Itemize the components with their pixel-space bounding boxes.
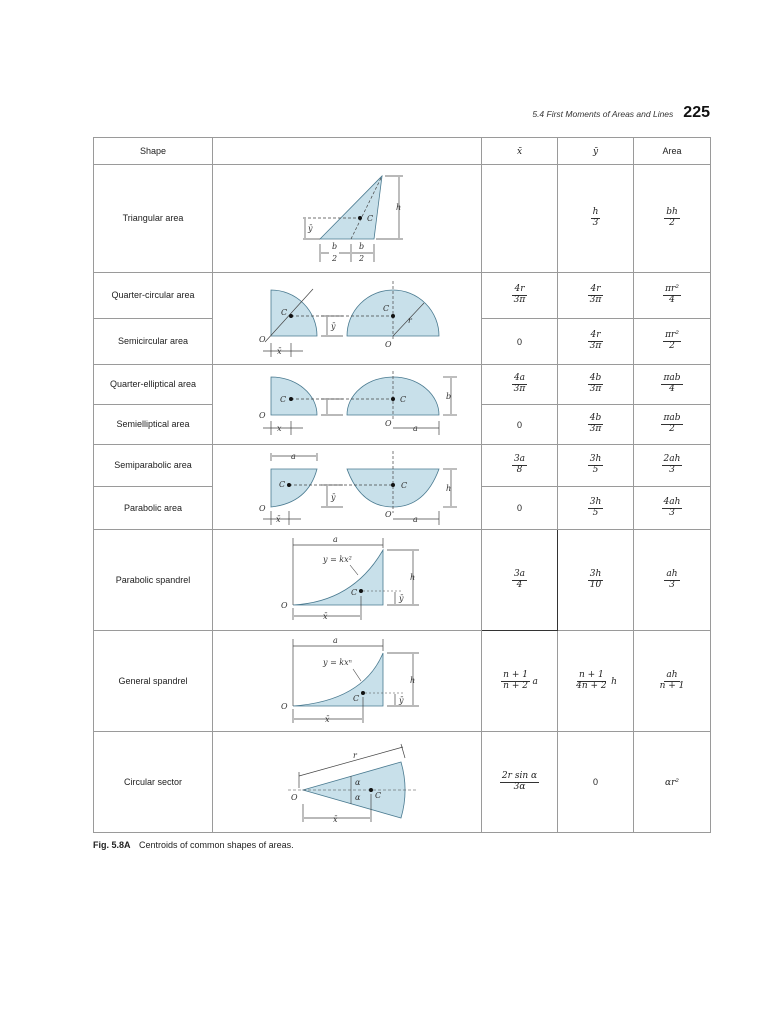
parabolic-spandrel-label-c: C (351, 588, 358, 597)
quarter-ellipse-label-c: C (280, 395, 287, 404)
figure-general-spandrel (213, 631, 482, 732)
parabola-area: $\frac{4ah}{3}$ (634, 487, 711, 530)
triangle-label-two2: 2 (359, 254, 365, 263)
page-number: 225 (683, 104, 710, 121)
quarter-circle-area: $\frac{\text{πr²}}{4}$ (634, 273, 711, 319)
general-spandrel-xbar: $\frac{n + 1}{n + 2}$ a (482, 631, 558, 732)
table-row (94, 631, 711, 732)
general-spandrel-label-c: C (353, 694, 360, 703)
parabolic-spandrel-diagram (213, 530, 482, 631)
sector-label-o: O (291, 793, 298, 802)
sector-area: αr² (634, 732, 711, 833)
semiparabola-area: $\frac{2ah}{3}$ (634, 445, 711, 487)
circle-label-ybar: ȳ (331, 322, 336, 331)
semicircle-label-c: C (383, 304, 390, 313)
parabolic-spandrel-area: $\frac{ah}{3}$ (634, 530, 711, 631)
row-name: Quarter-elliptical area (94, 365, 213, 405)
quarter-circle-label-c: C (281, 308, 288, 317)
triangle-area: $\frac{bh}{2}$ (634, 165, 711, 273)
semicircle-xbar: 0 (482, 319, 558, 365)
general-spandrel-label-eq: y = kxⁿ (323, 658, 352, 667)
general-spandrel-label-h: h (410, 676, 416, 685)
parabolas-diagram (213, 445, 482, 531)
row-name: Semielliptical area (94, 405, 213, 445)
row-name: Triangular area (94, 165, 213, 273)
general-spandrel-area: $\frac{ah}{n + 1}$ (634, 631, 711, 732)
semiparabola-label-o: O (259, 504, 266, 513)
quarter-circle-label-o: O (259, 335, 266, 344)
triangle-label-b2: b (359, 242, 365, 251)
table-row (94, 273, 711, 319)
circle-label-xbar: x̄ (277, 347, 282, 356)
header-area: Area (634, 138, 711, 165)
triangle-ybar: $\frac{h}{3}$ (558, 165, 634, 273)
semiparabola-label-c: C (279, 480, 286, 489)
semiellipse-label-c: C (400, 395, 407, 404)
parabolic-spandrel-label-eq: y = kx² (323, 555, 352, 564)
triangle-label-b1: b (332, 242, 338, 251)
parabolic-spandrel-label-xbar: x̄ (323, 612, 328, 621)
triangle-xbar (482, 165, 558, 273)
quarter-ellipse-label-o: O (259, 411, 266, 420)
figure-parabolic-spandrel (213, 530, 482, 631)
semiellipse-label-b: b (446, 392, 452, 401)
parabolic-spandrel-label-o: O (281, 601, 288, 610)
row-name: Quarter-circular area (94, 273, 213, 319)
triangle-label-c: C (367, 214, 374, 223)
sector-label-r: r (353, 751, 357, 760)
caption-text: Centroids of common shapes of areas. (139, 840, 294, 850)
parabolic-spandrel-label-ybar: ȳ (399, 594, 404, 603)
general-spandrel-ybar: $\frac{n + 1}{4n + 2}$ h (558, 631, 634, 732)
sector-label-alpha1: α (355, 778, 361, 787)
parabolic-spandrel-ybar: $\frac{3h}{10}$ (558, 530, 634, 631)
sector-ybar: 0 (558, 732, 634, 833)
row-name: Parabolic spandrel (94, 530, 213, 631)
header-xbar: x̄ (482, 138, 558, 165)
quarter-ellipse-area: $\frac{\text{πab}}{4}$ (634, 365, 711, 405)
row-name: General spandrel (94, 631, 213, 732)
quarter-ellipse-ybar: $\frac{4b}{3\pi}$ (558, 365, 634, 405)
quarter-circle-xbar: $\frac{4r}{3\pi}$ (482, 273, 558, 319)
quarter-ellipse-xbar: $\frac{4a}{3\pi}$ (482, 365, 558, 405)
section-title: 5.4 First Moments of Areas and Lines (532, 109, 674, 119)
table-row (94, 530, 711, 631)
general-spandrel-label-a: a (333, 636, 338, 645)
table-row (94, 732, 711, 833)
parabola-label-o: O (385, 510, 392, 519)
table-header-row (94, 138, 711, 165)
running-head (532, 104, 710, 122)
semicircle-area: $\frac{\text{πr²}}{2}$ (634, 319, 711, 365)
row-name: Circular sector (94, 732, 213, 833)
sector-xbar: $\frac{\text{2r sin α}}{3\alpha}$ (482, 732, 558, 833)
table-row (94, 165, 711, 273)
figure-circular-sector (213, 732, 482, 833)
parabolic-spandrel-xbar: $\frac{3a}{4}$ (482, 530, 558, 631)
parabolic-spandrel-label-a: a (333, 535, 338, 544)
header-figure (213, 138, 482, 165)
row-name: Semiparabolic area (94, 445, 213, 487)
triangle-diagram (213, 165, 482, 273)
circles-diagram (213, 273, 482, 365)
figure-parabolas (213, 445, 482, 530)
parabola-ybar: $\frac{3h}{5}$ (558, 487, 634, 530)
semiparabola-xbar: $\frac{3a}{8}$ (482, 445, 558, 487)
figure-triangle (213, 165, 482, 273)
general-spandrel-diagram (213, 631, 482, 732)
semiellipse-xbar: 0 (482, 405, 558, 445)
figure-ellipses (213, 365, 482, 445)
caption-label: Fig. 5.8A (93, 840, 131, 850)
row-name: Semicircular area (94, 319, 213, 365)
semicircle-ybar: $\frac{4r}{3\pi}$ (558, 319, 634, 365)
centroid-table (93, 137, 711, 833)
parabola-label-a: a (413, 515, 418, 524)
figure-caption (93, 840, 294, 850)
circular-sector-diagram (213, 732, 482, 833)
parabola-label-a-top: a (291, 452, 296, 461)
parabola-label-xbar: x̄ (276, 515, 281, 524)
semicircle-label-o: O (385, 340, 392, 349)
sector-label-xbar: x̄ (333, 815, 338, 824)
ellipses-diagram (213, 365, 482, 445)
semiellipse-label-a: a (413, 424, 418, 433)
parabola-label-ybar: ȳ (331, 493, 336, 502)
triangle-label-two1: 2 (332, 254, 338, 263)
figure-circles (213, 273, 482, 365)
semiellipse-label-o: O (385, 419, 392, 428)
triangle-label-h: h (396, 203, 402, 212)
semiellipse-area: $\frac{\text{πab}}{2}$ (634, 405, 711, 445)
general-spandrel-label-o: O (281, 702, 288, 711)
ellipse-label-x: x (277, 424, 282, 433)
table-row (94, 445, 711, 487)
quarter-circle-ybar: $\frac{4r}{3\pi}$ (558, 273, 634, 319)
semiparabola-ybar: $\frac{3h}{5}$ (558, 445, 634, 487)
semiellipse-ybar: $\frac{4b}{3\pi}$ (558, 405, 634, 445)
row-name: Parabolic area (94, 487, 213, 530)
header-shape: Shape (94, 138, 213, 165)
parabola-label-h: h (446, 484, 452, 493)
header-ybar: ȳ (558, 138, 634, 165)
parabola-xbar: 0 (482, 487, 558, 530)
parabolic-spandrel-label-h: h (410, 573, 416, 582)
general-spandrel-label-ybar: ȳ (399, 696, 404, 705)
semicircle-label-r: r (408, 316, 412, 325)
parabola-label-c: C (401, 481, 408, 490)
general-spandrel-label-xbar: x̄ (325, 715, 330, 724)
sector-label-alpha2: α (355, 793, 361, 802)
triangle-label-ybar: ȳ (308, 224, 313, 233)
sector-label-c: C (375, 791, 382, 800)
table-row (94, 365, 711, 405)
